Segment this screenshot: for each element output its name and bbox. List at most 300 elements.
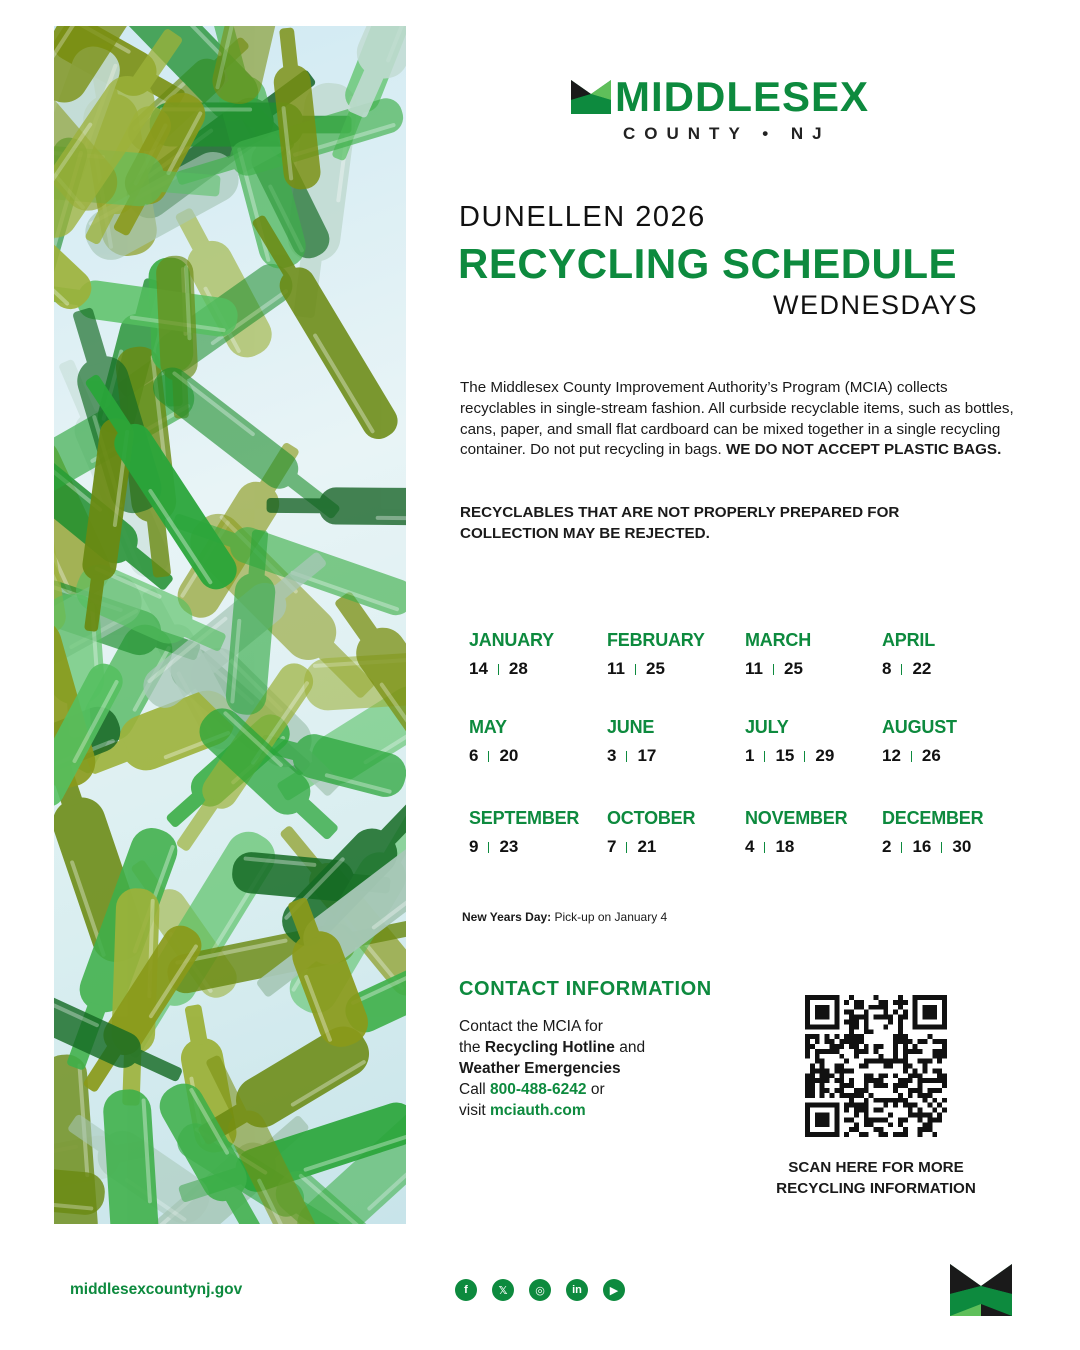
qr-module	[805, 1000, 810, 1005]
qr-module	[859, 1039, 864, 1044]
pickup-day: 28	[508, 659, 528, 678]
qr-module	[893, 1073, 898, 1078]
qr-module	[839, 1068, 844, 1073]
qr-module	[810, 1034, 815, 1039]
qr-module	[942, 1039, 947, 1044]
month-days	[607, 746, 745, 766]
qr-module	[820, 1068, 825, 1073]
qr-module	[913, 1103, 918, 1108]
day-separator	[635, 664, 636, 675]
qr-module	[810, 1073, 815, 1078]
title-town-year: DUNELLEN 2026	[459, 201, 706, 233]
qr-module	[854, 1034, 859, 1039]
qr-module	[810, 1044, 815, 1049]
qr-module	[908, 1039, 913, 1044]
qr-module	[942, 1073, 947, 1078]
qr-module	[908, 1113, 913, 1118]
pickup-day: 29	[815, 746, 835, 765]
middlesex-logo	[571, 73, 891, 148]
month-november	[745, 808, 883, 857]
qr-module	[927, 1059, 932, 1064]
qr-module	[908, 1078, 913, 1083]
qr-caption-line-2: RECYCLING INFORMATION	[776, 1180, 976, 1197]
qr-module	[932, 1132, 937, 1137]
qr-module	[883, 1083, 888, 1088]
qr-module	[937, 1054, 942, 1059]
bottles-illustration	[54, 26, 406, 1224]
qr-module	[903, 1064, 908, 1069]
qr-module	[815, 1049, 820, 1054]
website-link[interactable]: mciauth.com	[490, 1102, 586, 1119]
qr-module	[825, 1117, 830, 1122]
holiday-note	[462, 910, 667, 924]
qr-module	[844, 1068, 849, 1073]
day-separator	[626, 842, 627, 853]
qr-module	[923, 1039, 928, 1044]
qr-module	[854, 1088, 859, 1093]
linkedin-icon[interactable]: in	[566, 1279, 588, 1301]
contact-body	[459, 1016, 759, 1121]
qr-module	[878, 1117, 883, 1122]
qr-module	[854, 1127, 859, 1132]
corner-logo-icon	[950, 1264, 1012, 1316]
qr-module	[839, 1083, 844, 1088]
qr-module	[898, 1122, 903, 1127]
qr-module	[878, 1073, 883, 1078]
pickup-day: 1	[745, 746, 755, 765]
qr-module	[883, 1117, 888, 1122]
qr-module	[878, 1108, 883, 1113]
qr-module	[839, 1064, 844, 1069]
qr-module	[942, 1010, 947, 1015]
qr-module	[839, 1093, 844, 1098]
qr-module	[825, 1122, 830, 1127]
qr-module	[820, 1113, 825, 1118]
qr-module	[927, 1117, 932, 1122]
pickup-day: 26	[921, 746, 941, 765]
qr-module	[864, 1078, 869, 1083]
qr-module	[820, 1122, 825, 1127]
qr-module	[815, 995, 820, 1000]
qr-module	[834, 995, 839, 1000]
qr-module	[825, 1024, 830, 1029]
qr-module	[923, 1064, 928, 1069]
logo-subtitle: COUNTY • NJ	[623, 124, 831, 143]
qr-module	[942, 1005, 947, 1010]
qr-module	[918, 1093, 923, 1098]
weather-emergencies-text: Weather Emergencies	[459, 1060, 621, 1077]
qr-module	[825, 995, 830, 1000]
qr-module	[844, 1039, 849, 1044]
qr-module	[898, 1024, 903, 1029]
pickup-day: 14	[469, 659, 488, 678]
month-days	[882, 837, 1020, 857]
qr-module	[815, 1034, 820, 1039]
qr-module	[815, 1054, 820, 1059]
qr-module	[918, 1108, 923, 1113]
qr-module	[844, 1000, 849, 1005]
qr-module	[849, 995, 854, 1000]
holiday-label: New Years Day:	[462, 910, 552, 924]
qr-module	[834, 1064, 839, 1069]
qr-module	[874, 1083, 879, 1088]
qr-code[interactable]	[805, 995, 947, 1137]
bottle-shape	[266, 487, 406, 526]
qr-module	[810, 995, 815, 1000]
qr-module	[918, 1113, 923, 1118]
month-name: NOVEMBER	[745, 808, 848, 828]
qr-module	[942, 1024, 947, 1029]
qr-module	[849, 1015, 854, 1020]
qr-module	[829, 1132, 834, 1137]
qr-module	[825, 1015, 830, 1020]
qr-module	[927, 1103, 932, 1108]
facebook-icon[interactable]: f	[455, 1279, 477, 1301]
qr-module	[869, 1029, 874, 1034]
qr-module	[805, 1049, 810, 1054]
qr-module	[805, 1088, 810, 1093]
qr-module	[864, 1049, 869, 1054]
qr-module	[942, 995, 947, 1000]
month-june	[607, 717, 745, 766]
qr-module	[854, 1015, 859, 1020]
qr-module	[844, 1083, 849, 1088]
qr-module	[942, 1078, 947, 1083]
qr-module	[825, 1103, 830, 1108]
pickup-day: 7	[607, 837, 617, 856]
qr-module	[942, 1044, 947, 1049]
qr-module	[903, 1117, 908, 1122]
qr-module	[805, 1034, 810, 1039]
qr-module	[923, 1098, 928, 1103]
day-separator	[901, 664, 902, 675]
pickup-day: 8	[882, 659, 892, 678]
qr-module	[854, 1000, 859, 1005]
qr-module	[927, 1005, 932, 1010]
pickup-day: 12	[882, 746, 901, 765]
qr-module	[854, 1054, 859, 1059]
qr-module	[923, 1093, 928, 1098]
qr-module	[869, 1073, 874, 1078]
qr-module	[820, 995, 825, 1000]
qr-module	[825, 1078, 830, 1083]
qr-module	[815, 1132, 820, 1137]
qr-module	[864, 1108, 869, 1113]
qr-module	[805, 1117, 810, 1122]
qr-module	[898, 1000, 903, 1005]
qr-module	[805, 1073, 810, 1078]
qr-module	[893, 1044, 898, 1049]
qr-module	[825, 1049, 830, 1054]
month-days	[469, 837, 607, 857]
qr-module	[903, 1098, 908, 1103]
qr-module	[913, 1088, 918, 1093]
qr-module	[820, 1083, 825, 1088]
pickup-day: 15	[775, 746, 795, 765]
qr-module	[903, 1068, 908, 1073]
qr-module	[849, 1093, 854, 1098]
qr-module	[810, 1024, 815, 1029]
pickup-day: 23	[499, 837, 519, 856]
qr-module	[937, 1103, 942, 1108]
youtube-icon[interactable]: ▶	[603, 1279, 625, 1301]
qr-module	[859, 1034, 864, 1039]
qr-module	[834, 1078, 839, 1083]
qr-module	[878, 1000, 883, 1005]
qr-module	[864, 1059, 869, 1064]
qr-module	[859, 1000, 864, 1005]
month-name: MAY	[469, 717, 507, 737]
qr-module	[834, 1005, 839, 1010]
qr-module	[815, 1010, 820, 1015]
qr-module	[903, 1015, 908, 1020]
qr-module	[844, 1093, 849, 1098]
qr-module	[849, 1127, 854, 1132]
qr-module	[820, 1059, 825, 1064]
qr-module	[923, 1024, 928, 1029]
qr-module	[815, 1103, 820, 1108]
month-days	[745, 837, 883, 857]
qr-module	[849, 1029, 854, 1034]
qr-module	[805, 995, 810, 1000]
qr-module	[937, 1039, 942, 1044]
qr-module	[810, 1083, 815, 1088]
qr-module	[825, 1113, 830, 1118]
month-days	[469, 746, 607, 766]
day-separator	[941, 842, 942, 853]
qr-module	[810, 1064, 815, 1069]
qr-module	[829, 1093, 834, 1098]
instagram-icon[interactable]: ◎	[529, 1279, 551, 1301]
day-separator	[773, 664, 774, 675]
qr-module	[903, 1132, 908, 1137]
qr-module	[815, 1015, 820, 1020]
qr-module	[869, 1093, 874, 1098]
day-separator	[498, 664, 499, 675]
qr-module	[913, 1019, 918, 1024]
qr-module	[888, 1098, 893, 1103]
qr-module	[918, 1083, 923, 1088]
qr-module	[820, 1093, 825, 1098]
qr-module	[829, 1044, 834, 1049]
qr-module	[815, 1024, 820, 1029]
qr-module	[923, 1005, 928, 1010]
qr-module	[937, 1117, 942, 1122]
qr-module	[923, 1127, 928, 1132]
qr-module	[874, 1098, 879, 1103]
qr-module	[829, 1049, 834, 1054]
qr-module	[913, 1068, 918, 1073]
qr-module	[932, 1015, 937, 1020]
qr-module	[834, 1015, 839, 1020]
qr-module	[883, 1059, 888, 1064]
qr-module	[898, 1098, 903, 1103]
pickup-day: 11	[607, 659, 625, 678]
qr-module	[844, 1059, 849, 1064]
social-links	[455, 1279, 625, 1301]
qr-module	[805, 1103, 810, 1108]
qr-module	[927, 1010, 932, 1015]
qr-module	[903, 1039, 908, 1044]
qr-module	[932, 1078, 937, 1083]
qr-module	[898, 1093, 903, 1098]
qr-module	[834, 1117, 839, 1122]
qr-module	[893, 1098, 898, 1103]
qr-module	[854, 1044, 859, 1049]
qr-module	[898, 1083, 903, 1088]
qr-module	[829, 1024, 834, 1029]
qr-module	[815, 1068, 820, 1073]
qr-module	[815, 1039, 820, 1044]
pickup-day: 6	[469, 746, 479, 765]
qr-module	[893, 1000, 898, 1005]
qr-module	[898, 1005, 903, 1010]
qr-module	[932, 1039, 937, 1044]
qr-module	[903, 1059, 908, 1064]
qr-module	[878, 1083, 883, 1088]
day-separator	[764, 751, 765, 762]
qr-module	[908, 1088, 913, 1093]
qr-caption-line-1: SCAN HERE FOR MORE	[788, 1159, 964, 1176]
qr-module	[898, 1117, 903, 1122]
month-days	[469, 659, 607, 679]
qr-module	[883, 1000, 888, 1005]
qr-module	[913, 1005, 918, 1010]
qr-module	[932, 1068, 937, 1073]
qr-module	[849, 1019, 854, 1024]
qr-module	[829, 1073, 834, 1078]
qr-module	[937, 1073, 942, 1078]
qr-module	[888, 1113, 893, 1118]
qr-module	[883, 1073, 888, 1078]
qr-module	[942, 1000, 947, 1005]
qr-module	[888, 1122, 893, 1127]
qr-module	[844, 1034, 849, 1039]
qr-module	[874, 1108, 879, 1113]
qr-module	[937, 1068, 942, 1073]
qr-module	[883, 1098, 888, 1103]
qr-module	[805, 1108, 810, 1113]
qr-module	[815, 1122, 820, 1127]
qr-module	[859, 1132, 864, 1137]
qr-module	[849, 1039, 854, 1044]
qr-module	[805, 1015, 810, 1020]
qr-module	[864, 1010, 869, 1015]
qr-module	[864, 1044, 869, 1049]
qr-module	[878, 1005, 883, 1010]
qr-module	[942, 1019, 947, 1024]
qr-module	[918, 1024, 923, 1029]
qr-module	[834, 1122, 839, 1127]
qr-module	[918, 1088, 923, 1093]
qr-module	[849, 1103, 854, 1108]
qr-module	[908, 1064, 913, 1069]
qr-module	[839, 1088, 844, 1093]
logo-wordmark: MIDDLESEX	[615, 73, 870, 120]
qr-module	[918, 1039, 923, 1044]
qr-module	[898, 1078, 903, 1083]
qr-module	[913, 995, 918, 1000]
qr-module	[893, 1059, 898, 1064]
qr-module	[898, 1034, 903, 1039]
month-august	[882, 717, 1020, 766]
qr-module	[805, 1122, 810, 1127]
qr-module	[864, 1088, 869, 1093]
qr-module	[820, 1049, 825, 1054]
qr-module	[859, 1049, 864, 1054]
qr-module	[820, 1064, 825, 1069]
qr-module	[834, 1049, 839, 1054]
qr-module	[923, 1078, 928, 1083]
footer-website-link[interactable]: middlesexcountynj.gov	[70, 1281, 243, 1298]
qr-module	[903, 1078, 908, 1083]
month-may	[469, 717, 607, 766]
month-name: MARCH	[745, 630, 811, 650]
month-name: JULY	[745, 717, 789, 737]
qr-module	[893, 1039, 898, 1044]
contact-line-4: Call 800-488-6242 or	[459, 1081, 605, 1098]
qr-module	[942, 1054, 947, 1059]
month-october	[607, 808, 745, 857]
qr-module	[849, 1098, 854, 1103]
qr-module	[839, 1054, 844, 1059]
qr-module	[918, 1132, 923, 1137]
qr-module	[825, 1034, 830, 1039]
qr-module	[849, 1068, 854, 1073]
qr-module	[874, 1078, 879, 1083]
qr-module	[878, 1078, 883, 1083]
contact-heading: CONTACT INFORMATION	[459, 978, 712, 1000]
month-name: OCTOBER	[607, 808, 696, 828]
qr-module	[829, 1103, 834, 1108]
qr-module	[937, 1113, 942, 1118]
qr-module	[927, 1113, 932, 1118]
phone-link[interactable]: 800-488-6242	[490, 1081, 587, 1098]
month-name: FEBRUARY	[607, 630, 705, 650]
qr-module	[932, 1049, 937, 1054]
month-february	[607, 630, 745, 679]
qr-module	[927, 1093, 932, 1098]
qr-module	[869, 1078, 874, 1083]
qr-module	[854, 1108, 859, 1113]
qr-module	[849, 1024, 854, 1029]
qr-module	[820, 1088, 825, 1093]
qr-module	[913, 1015, 918, 1020]
qr-module	[854, 1019, 859, 1024]
qr-module	[927, 1127, 932, 1132]
holiday-text: Pick-up on January 4	[551, 910, 668, 924]
qr-module	[864, 1015, 869, 1020]
qr-module	[898, 995, 903, 1000]
qr-module	[908, 1103, 913, 1108]
qr-module	[839, 1044, 844, 1049]
pickup-day: 17	[637, 746, 657, 765]
qr-module	[878, 1098, 883, 1103]
qr-module	[908, 1108, 913, 1113]
day-separator	[764, 842, 765, 853]
qr-module	[883, 1005, 888, 1010]
qr-module	[854, 1103, 859, 1108]
qr-module	[844, 1019, 849, 1024]
qr-module	[829, 995, 834, 1000]
qr-module	[883, 1064, 888, 1069]
qr-module	[849, 1078, 854, 1083]
qr-module	[888, 1064, 893, 1069]
qr-module	[854, 1005, 859, 1010]
x-icon[interactable]: 𝕏	[492, 1279, 514, 1301]
qr-module	[918, 1059, 923, 1064]
title-recycling-schedule: RECYCLING SCHEDULE	[458, 240, 958, 287]
